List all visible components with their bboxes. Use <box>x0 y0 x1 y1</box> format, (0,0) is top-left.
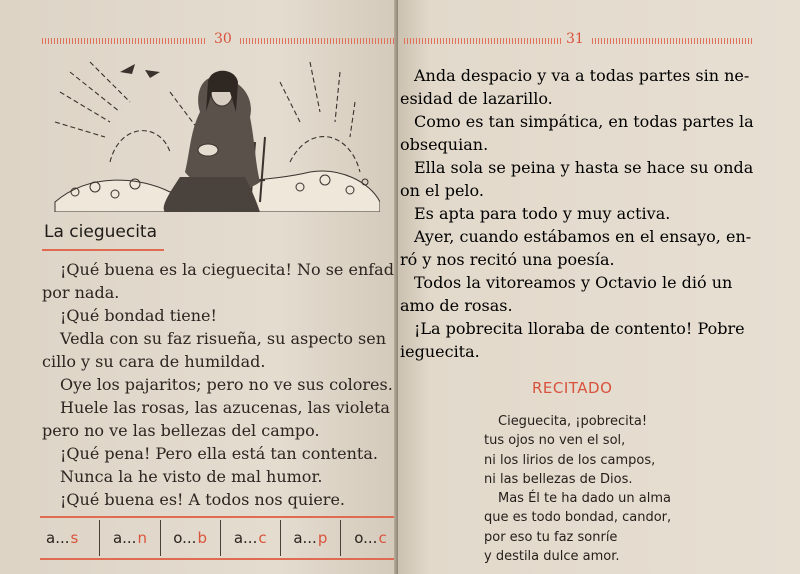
poem <box>484 412 671 566</box>
text-line: Oye los pajaritos; pero no ve sus colores. <box>60 375 393 394</box>
exercise-letter: b <box>197 529 207 547</box>
exercise-prefix: a... <box>112 529 137 547</box>
poem-line: y destila dulce amor. <box>484 549 620 565</box>
left-body-text <box>42 258 398 511</box>
exercise-rule-bottom <box>40 558 398 560</box>
text-line: Huele las rosas, las azucenas, las violeta <box>60 398 390 417</box>
header-rule-left <box>42 38 207 44</box>
right-body-text <box>398 64 798 363</box>
exercise-prefix: a... <box>293 529 317 547</box>
poem-line: ni las bellezas de Dios. <box>484 471 633 487</box>
header-rule-left-b <box>240 38 398 44</box>
text-line: Todos la vitoreamos y Octavio le dió un <box>414 273 733 292</box>
text-line: on el pelo. <box>400 181 484 200</box>
poem-line: tus ojos no ven el sol, <box>484 433 626 449</box>
exercise-letter: p <box>317 529 328 547</box>
text-line: ¡La pobrecita lloraba de contento! Pobre <box>414 319 745 338</box>
text-line: obsequian. <box>400 135 489 154</box>
exercise-cell <box>280 520 340 556</box>
letter-exercise <box>40 520 398 556</box>
text-line: Ayer, cuando estábamos en el ensayo, en- <box>414 227 752 246</box>
girl-illustration <box>50 52 380 212</box>
text-line: ¡Qué pena! Pero ella está tan contenta. <box>60 444 378 463</box>
text-line: ¡Qué buena es! A todos nos quiere. <box>60 490 345 509</box>
text-line: ¡Qué bondad tiene! <box>60 306 217 325</box>
exercise-cell <box>40 520 99 556</box>
header-rule-right <box>404 38 562 44</box>
poem-line: ni los lirios de los campos, <box>484 452 656 468</box>
text-line: amo de rosas. <box>400 296 513 315</box>
text-line: ieguecita. <box>400 342 480 361</box>
exercise-prefix: o... <box>173 529 197 547</box>
text-line: esidad de lazarillo. <box>400 89 553 108</box>
text-line: cillo y su cara de humildad. <box>42 352 266 371</box>
exercise-prefix: o... <box>354 529 378 547</box>
left-page <box>0 0 398 574</box>
text-line: Como es tan simpática, en todas partes la <box>414 112 754 131</box>
exercise-cell <box>160 520 220 556</box>
text-line: ¡Qué buena es la cieguecita! No se enfad <box>60 260 394 279</box>
page-number-left: 30 <box>214 31 232 47</box>
exercise-cell <box>340 520 398 556</box>
exercise-rule-top <box>40 516 398 518</box>
text-line: Es apta para todo y muy activa. <box>414 204 671 223</box>
title-underline <box>42 249 164 251</box>
exercise-letter: s <box>70 529 79 547</box>
text-line: Vedla con su faz risueña, su aspecto sen <box>60 329 387 348</box>
exercise-prefix: a... <box>233 529 258 547</box>
recitation-title: RECITADO <box>532 379 613 397</box>
page-number-right: 31 <box>566 31 584 47</box>
exercise-cell <box>220 520 280 556</box>
text-line: Anda despacio y va a todas partes sin ne- <box>414 66 750 85</box>
header-rule-right-b <box>592 38 754 44</box>
poem-line: que es todo bondad, candor, <box>484 510 672 526</box>
text-line: por nada. <box>42 283 120 302</box>
text-line: Ella sola se peina y hasta se hace su onda <box>414 158 754 177</box>
text-line: Nunca la he visto de mal humor. <box>60 467 323 486</box>
poem-line: Cieguecita, ¡pobrecita! <box>498 414 648 429</box>
exercise-prefix: a... <box>46 529 70 547</box>
exercise-letter: c <box>258 529 267 547</box>
poem-line: por eso tu faz sonríe <box>484 529 618 545</box>
exercise-letter: c <box>378 529 387 547</box>
text-line: ró y nos recitó una poesía. <box>400 250 615 269</box>
story-title: La cieguecita <box>44 222 157 242</box>
exercise-cell <box>99 520 159 556</box>
poem-line: Mas Él te ha dado un alma <box>498 491 671 507</box>
exercise-letter: n <box>137 529 147 547</box>
text-line: pero no ve las bellezas del campo. <box>42 421 320 440</box>
